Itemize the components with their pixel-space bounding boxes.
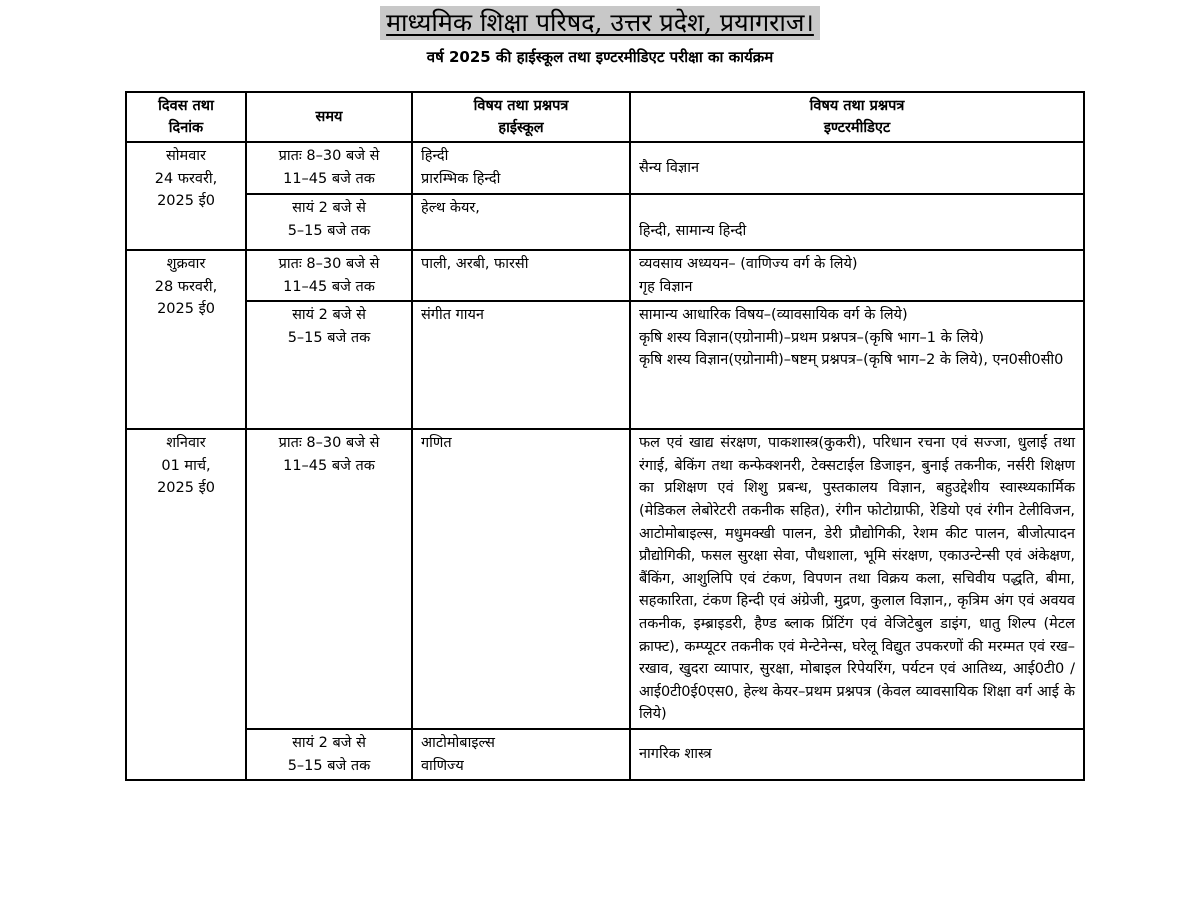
header-intermediate: विषय तथा प्रश्नपत्र इण्टरमीडिएट: [630, 92, 1084, 142]
document-subtitle: वर्ष 2025 की हाईस्कूल तथा इण्टरमीडिएट परीक्षा का कार्यक्रम: [426, 48, 774, 66]
header-row: [126, 92, 1084, 142]
time-cell: प्रातः 8–30 बजे से 11–45 बजे तक: [246, 250, 412, 301]
title-wrap: [0, 6, 1200, 40]
highschool-subject-cell: हिन्दी प्रारम्भिक हिन्दी: [412, 142, 630, 194]
highschool-subject-cell: पाली, अरबी, फारसी: [412, 250, 630, 301]
table-row: [126, 194, 1084, 250]
exam-schedule-table: [125, 91, 1085, 781]
time-cell: प्रातः 8–30 बजे से 11–45 बजे तक: [246, 142, 412, 194]
day-cell: शुक्रवार 28 फरवरी, 2025 ई0: [126, 250, 246, 429]
highschool-subject-cell: आटोमोबाइल्स वाणिज्य: [412, 729, 630, 780]
intermediate-subject-cell: सैन्य विज्ञान: [630, 142, 1084, 194]
intermediate-subject-cell: हिन्दी, सामान्य हिन्दी: [630, 194, 1084, 250]
intermediate-subject-cell: नागरिक शास्त्र: [630, 729, 1084, 780]
table-row: [126, 729, 1084, 780]
document-title: माध्यमिक शिक्षा परिषद, उत्तर प्रदेश, प्रयागराज।: [380, 6, 820, 40]
time-cell: प्रातः 8–30 बजे से 11–45 बजे तक: [246, 429, 412, 729]
table-row: [126, 301, 1084, 429]
highschool-subject-cell: संगीत गायन: [412, 301, 630, 429]
day-cell: शनिवार 01 मार्च, 2025 ई0: [126, 429, 246, 780]
time-cell: सायं 2 बजे से 5–15 बजे तक: [246, 301, 412, 429]
highschool-subject-cell: गणित: [412, 429, 630, 729]
day-cell: सोमवार 24 फरवरी, 2025 ई0: [126, 142, 246, 250]
header-day: दिवस तथा दिनांक: [126, 92, 246, 142]
intermediate-subject-cell: व्यवसाय अध्ययन– (वाणिज्य वर्ग के लिये) गृह विज्ञान: [630, 250, 1084, 301]
highschool-subject-cell: हेल्थ केयर,: [412, 194, 630, 250]
table-row: [126, 250, 1084, 301]
table-row: [126, 429, 1084, 729]
header-highschool: विषय तथा प्रश्नपत्र हाईस्कूल: [412, 92, 630, 142]
time-cell: सायं 2 बजे से 5–15 बजे तक: [246, 194, 412, 250]
header-time: समय: [246, 92, 412, 142]
intermediate-subject-cell: सामान्य आधारिक विषय–(व्यावसायिक वर्ग के लिये) कृषि शस्य विज्ञान(एग्रोनामी)–प्रथम प्रश्नपत्र–(कृषि भाग–1 के लिये) कृषि शस्य विज्ञान(एग्रोनामी)–षष्टम् प्रश्नपत्र–(कृषि भाग–2 के लिये), एन0सी0सी0: [630, 301, 1084, 429]
time-cell: सायं 2 बजे से 5–15 बजे तक: [246, 729, 412, 780]
intermediate-subject-cell: फल एवं खाद्य संरक्षण, पाकशास्त्र(कुकरी), परिधान रचना एवं सज्जा, धुलाई तथा रंगाई, बेकिंग तथा कन्फेक्शनरी, टेक्सटाईल डिजाइन, बुनाई तकनीक, नर्सरी शिक्षण का प्रशिक्षण एवं शिशु प्रबन्ध, पुस्तकालय विज्ञान, बहुउद्देशीय स्वास्थ्यकार्मिक (मेडिकल लेबोरेटरी तकनीक सहित), रंगीन फोटोग्राफी, रेडियो एवं रंगीन टेलीविजन, आटोमोबाइल्स, मधुमक्खी पालन, डेरी प्रौद्योगिकी, रेशम कीट पालन, बीजोत्पादन प्रौद्योगिकी, फसल सुरक्षा सेवा, पौधशाला, भूमि संरक्षण, एकाउन्टेन्सी एवं अंकेक्षण, बैंकिंग, आशुलिपि एवं टंकण, विपणन तथा विक्रय कला, सचिवीय पद्धति, बीमा, सहकारिता, टंकण हिन्दी एवं अंग्रेजी, मुद्रण, कुलाल विज्ञान,, कृत्रिम अंग एवं अवयव तकनीक, इम्ब्राइडरी, हैण्ड ब्लाक प्रिंटिंग एवं वेजिटेबुल डाइंग, धातु शिल्प (मेटल क्राफ्ट), कम्प्यूटर तकनीक एवं मेन्टेनेन्स, घरेलू विद्युत उपकरणों की मरम्मत एवं रख–रखाव, खुदरा व्यापार, सुरक्षा, मोबाइल रिपेयरिंग, पर्यटन एवं आतिथ्य, आई0टी0 / आई0टी0ई0एस0, हेल्थ केयर–प्रथम प्रश्नपत्र (केवल व्यावसायिक शिक्षा वर्ग आई के लिये): [630, 429, 1084, 729]
table-row: [126, 142, 1084, 194]
